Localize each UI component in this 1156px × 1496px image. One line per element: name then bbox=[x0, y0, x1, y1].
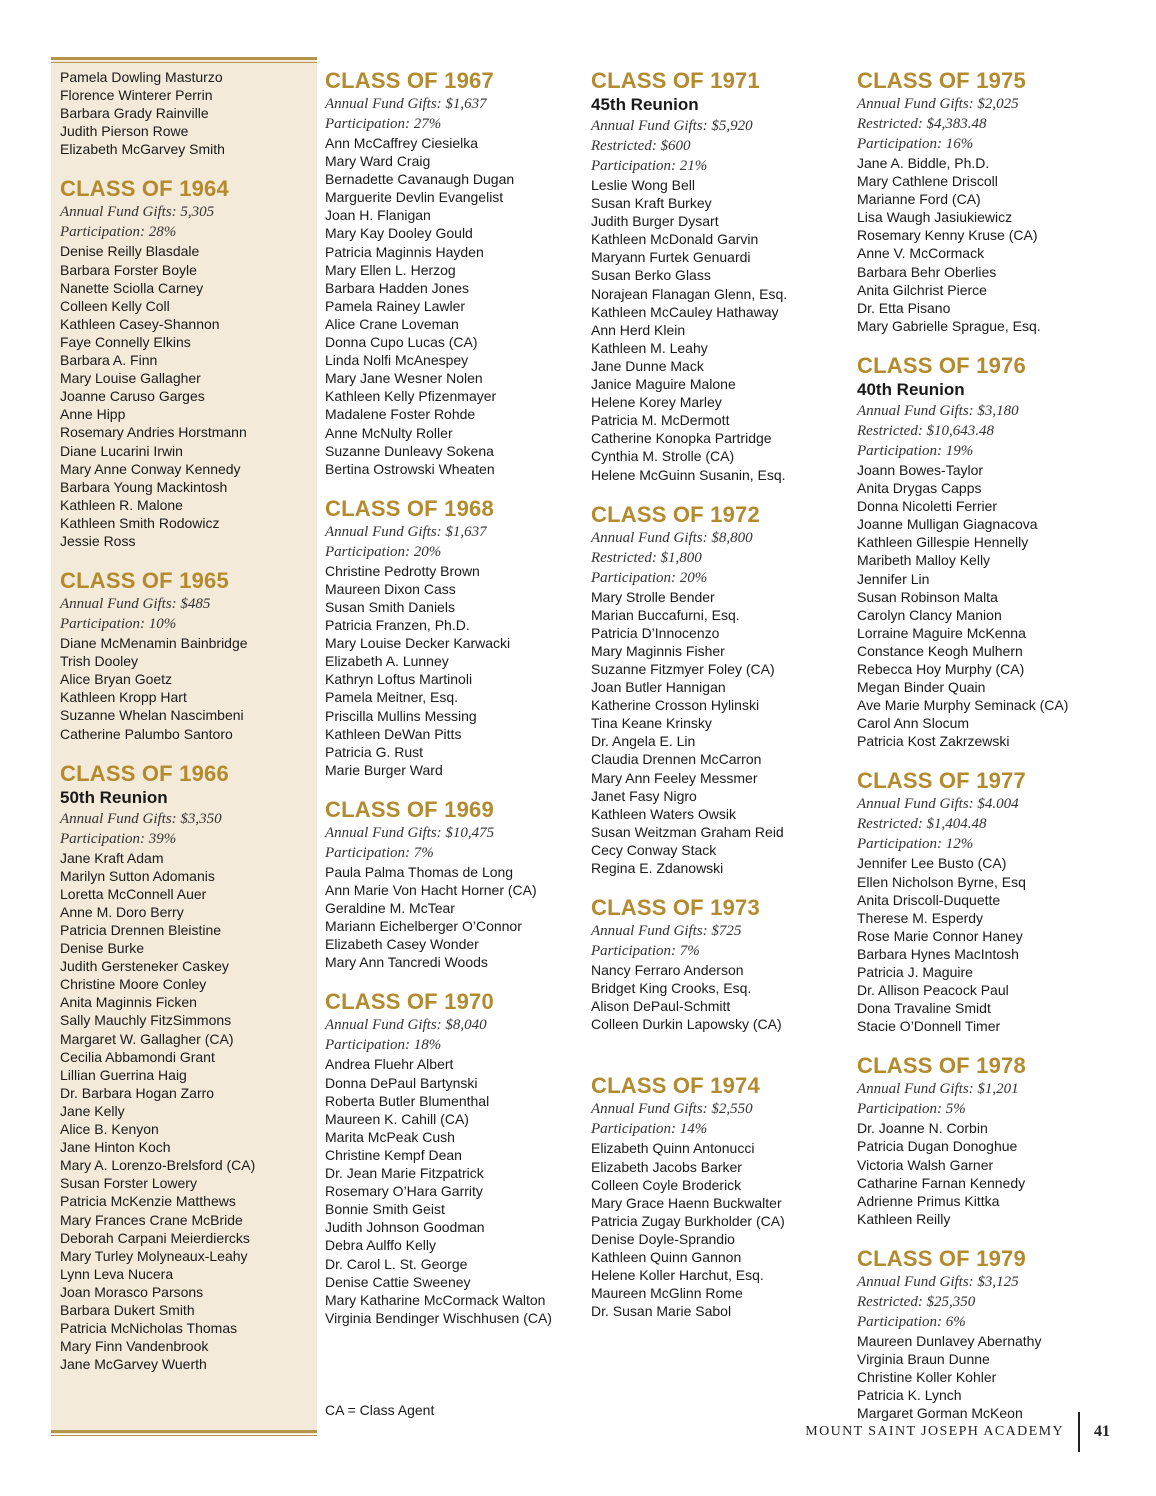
sidebar-bottom-rule bbox=[51, 1430, 317, 1436]
class-section bbox=[591, 895, 846, 1033]
class-title: CLASS OF 1967 bbox=[325, 68, 494, 93]
donor-name: Ann Marie Von Hacht Horner (CA) bbox=[325, 882, 537, 898]
donor-name: Rosemary Andries Horstmann bbox=[60, 424, 247, 441]
donor-name: Anita Driscoll-Duquette bbox=[857, 891, 1001, 908]
donor-name: Anne Hipp bbox=[60, 406, 126, 423]
class-section bbox=[591, 502, 846, 878]
donor-name: Patricia Drennen Bleistine bbox=[60, 922, 222, 938]
donor-name: Stacie O’Donnell Timer bbox=[857, 1018, 1001, 1035]
donor-name: Colleen Kelly Coll bbox=[60, 297, 170, 314]
donor-name: Kathleen DeWan Pitts bbox=[325, 725, 462, 742]
donor-name: Kathleen Gillespie Hennelly bbox=[857, 534, 1029, 551]
donor-name: Rose Marie Connor Haney bbox=[857, 927, 1023, 944]
donor-name: Carol Ann Slocum bbox=[857, 715, 970, 732]
donor-name: Virginia Braun Dunne bbox=[857, 1351, 990, 1368]
donor-name: Elizabeth Casey Wonder bbox=[325, 936, 479, 953]
class-title: CLASS OF 1971 bbox=[591, 68, 760, 93]
donor-name: Kathleen Kelly Pfizenmayer bbox=[325, 388, 497, 405]
reunion-label: 45th Reunion bbox=[591, 95, 699, 114]
donor-name: Marguerite Devlin Evangelist bbox=[325, 189, 504, 206]
donor-name: Dr. Jean Marie Fitzpatrick bbox=[325, 1165, 484, 1182]
donor-name: Bernadette Cavanaugh Dugan bbox=[325, 171, 515, 188]
class-title: CLASS OF 1974 bbox=[591, 1073, 760, 1099]
donor-name: Mary Louise Decker Karwacki bbox=[325, 635, 511, 652]
gift-stat: Restricted: $4,383.48 bbox=[857, 116, 987, 132]
class-section bbox=[857, 68, 1112, 335]
gift-stat: Annual Fund Gifts: $5,920 bbox=[591, 118, 753, 134]
donor-name: Mary Cathlene Driscoll bbox=[857, 173, 998, 190]
donor-name: Dona Travaline Smidt bbox=[857, 1000, 991, 1017]
column-2 bbox=[325, 68, 580, 1327]
donor-name: Bonnie Smith Geist bbox=[325, 1201, 445, 1218]
class-section bbox=[325, 797, 580, 972]
donor-name: Helene Korey Marley bbox=[591, 394, 722, 411]
donor-name: Kathleen McDonald Garvin bbox=[591, 231, 759, 248]
gift-stat: Participation: 39% bbox=[60, 830, 177, 847]
donor-name: Patricia K. Lynch bbox=[857, 1387, 962, 1404]
donor-name: Diane McMenamin Bainbridge bbox=[60, 635, 248, 652]
donor-name: Patricia Franzen, Ph.D. bbox=[325, 617, 470, 634]
donor-name: Mary Frances Crane McBride bbox=[60, 1211, 243, 1228]
donor-name: Jane Dunne Mack bbox=[591, 357, 704, 374]
donor-name: Mary Kay Dooley Gould bbox=[325, 225, 473, 242]
donor-name: Denise Burke bbox=[60, 940, 145, 957]
donor-name: Bertina Ostrowski Wheaten bbox=[325, 460, 495, 477]
donor-name: Anne McNulty Roller bbox=[325, 424, 453, 441]
donor-name: Kathleen Smith Rodowicz bbox=[60, 514, 220, 531]
donor-name: Barbara Hynes MacIntosh bbox=[857, 945, 1019, 962]
class-section bbox=[60, 176, 312, 550]
donor-name: Bridget King Crooks, Esq. bbox=[591, 980, 752, 997]
gift-stat: Annual Fund Gifts: $3,125 bbox=[857, 1273, 1019, 1290]
gift-stat: Participation: 14% bbox=[591, 1121, 708, 1138]
donor-name: Catherine Konopka Partridge bbox=[591, 430, 772, 447]
class-section bbox=[857, 1246, 1112, 1422]
donor-name: Florence Winterer Perrin bbox=[60, 87, 213, 104]
donor-name: Victoria Walsh Garner bbox=[857, 1156, 994, 1173]
donor-name: Maureen McGlinn Rome bbox=[591, 1285, 743, 1302]
gift-stat: Participation: 18% bbox=[325, 1037, 442, 1054]
donor-name: Barbara Behr Oberlies bbox=[857, 263, 997, 280]
donor-name: Anita Drygas Capps bbox=[857, 480, 982, 497]
donor-name: Kathleen Reilly bbox=[857, 1210, 951, 1227]
donor-name: Cynthia M. Strolle (CA) bbox=[591, 448, 735, 465]
donor-name: Anita Maginnis Ficken bbox=[60, 994, 197, 1011]
donor-name: Katherine Crosson Hylinski bbox=[591, 697, 760, 714]
donor-name: Lillian Guerrina Haig bbox=[60, 1066, 187, 1083]
reunion-label: 40th Reunion bbox=[857, 379, 965, 399]
page-footer bbox=[805, 1412, 1110, 1452]
donor-name: Maureen K. Cahill (CA) bbox=[325, 1110, 469, 1127]
donor-name: Mary Katharine McCormack Walton bbox=[325, 1291, 546, 1308]
class-title: CLASS OF 1969 bbox=[325, 796, 494, 822]
donor-name: Barbara Grady Rainville bbox=[60, 105, 209, 122]
donor-name: Catherine Palumbo Santoro bbox=[60, 725, 233, 742]
donor-name: Helene McGuinn Susanin, Esq. bbox=[591, 466, 786, 483]
donor-name: Roberta Butler Blumenthal bbox=[325, 1092, 490, 1109]
donor-name: Mary Grace Haenn Buckwalter bbox=[591, 1194, 782, 1211]
gift-stat: Participation: 28% bbox=[60, 224, 177, 241]
donor-name: Dr. Etta Pisano bbox=[857, 299, 951, 316]
gift-stat: Participation: 10% bbox=[60, 616, 177, 633]
donor-name: Dr. Susan Marie Sabol bbox=[591, 1303, 732, 1320]
donor-name: Anita Gilchrist Pierce bbox=[857, 281, 987, 298]
donor-name: Adrienne Primus Kittka bbox=[857, 1192, 1000, 1209]
donor-name: Linda Nolfi McAnespey bbox=[325, 352, 469, 369]
donor-name: Maryann Furtek Genuardi bbox=[591, 249, 751, 266]
donor-name: Deborah Carpani Meierdiercks bbox=[60, 1229, 250, 1246]
donor-name: Alice B. Kenyon bbox=[60, 1121, 159, 1138]
donor-name: Donna Nicoletti Ferrier bbox=[857, 498, 998, 515]
donor-name: Lynn Leva Nucera bbox=[60, 1265, 174, 1282]
donor-name: Kathleen M. Leahy bbox=[591, 339, 708, 356]
donor-name: Janice Maguire Malone bbox=[591, 376, 736, 393]
gift-stat: Annual Fund Gifts: 5,305 bbox=[60, 204, 215, 221]
gift-stat: Participation: 12% bbox=[857, 836, 974, 853]
gift-stat: Annual Fund Gifts: $8,800 bbox=[591, 529, 753, 546]
donor-name: Jane Hinton Koch bbox=[60, 1139, 171, 1156]
donor-name: Patricia Dugan Donoghue bbox=[857, 1138, 1018, 1155]
donor-name: Maureen Dixon Cass bbox=[325, 580, 456, 597]
gift-stat: Participation: 5% bbox=[857, 1101, 966, 1118]
donor-name: Mary Jane Wesner Nolen bbox=[325, 370, 483, 387]
class-title: CLASS OF 1968 bbox=[325, 495, 494, 521]
donor-name: Rosemary O’Hara Garrity bbox=[325, 1183, 483, 1200]
donor-name: Jennifer Lin bbox=[857, 570, 930, 587]
donor-name: Carolyn Clancy Manion bbox=[857, 606, 1002, 623]
donor-name: Christine Koller Kohler bbox=[857, 1369, 997, 1386]
donor-name: Andrea Fluehr Albert bbox=[325, 1056, 454, 1073]
donor-name: Mary Anne Conway Kennedy bbox=[60, 460, 241, 477]
class-title: CLASS OF 1978 bbox=[857, 1053, 1026, 1079]
column-4 bbox=[857, 68, 1112, 1422]
donor-name: Maribeth Malloy Kelly bbox=[857, 552, 991, 569]
gift-stat: Annual Fund Gifts: $4.004 bbox=[857, 796, 1019, 813]
donor-name: Patricia Maginnis Hayden bbox=[325, 243, 484, 260]
gift-stat: Annual Fund Gifts: $10,475 bbox=[325, 824, 495, 841]
donor-name: Joann Bowes-Taylor bbox=[857, 461, 984, 478]
donor-name: Diane Lucarini Irwin bbox=[60, 442, 183, 459]
donor-name: Jane A. Biddle, Ph.D. bbox=[857, 155, 990, 171]
donor-name: Rebecca Hoy Murphy (CA) bbox=[857, 660, 1025, 677]
donor-name: Jane Kraft Adam bbox=[60, 849, 164, 866]
donor-name: Norajean Flanagan Glenn, Esq. bbox=[591, 285, 788, 302]
donor-name: Nanette Sciolla Carney bbox=[60, 279, 204, 296]
donor-name: Mary Ann Feeley Messmer bbox=[591, 769, 758, 786]
class-title: CLASS OF 1965 bbox=[60, 568, 229, 594]
donor-name: Faye Connelly Elkins bbox=[60, 333, 191, 350]
class-title: CLASS OF 1975 bbox=[857, 68, 1026, 93]
donor-name: Helene Koller Harchut, Esq. bbox=[591, 1267, 764, 1284]
donor-name: Regina E. Zdanowski bbox=[591, 860, 724, 876]
donor-name: Lorraine Maguire McKenna bbox=[857, 624, 1026, 641]
donor-name: Pamela Dowling Masturzo bbox=[60, 69, 223, 85]
gift-stat: Restricted: $1,800 bbox=[591, 549, 702, 566]
donor-name: Mary A. Lorenzo-Brelsford (CA) bbox=[60, 1157, 256, 1174]
donor-name: Claudia Drennen McCarron bbox=[591, 751, 762, 768]
donor-name: Dr. Angela E. Lin bbox=[591, 733, 696, 750]
donor-name: Alice Crane Loveman bbox=[325, 315, 459, 332]
gift-stat: Participation: 27% bbox=[325, 116, 442, 132]
donor-name: Catharine Farnan Kennedy bbox=[857, 1174, 1026, 1191]
donor-name: Joanne Caruso Garges bbox=[60, 388, 205, 405]
donor-name: Mary Ann Tancredi Woods bbox=[325, 954, 488, 971]
donor-name: Colleen Durkin Lapowsky (CA) bbox=[591, 1016, 782, 1033]
donor-name: Madalene Foster Rohde bbox=[325, 406, 476, 423]
donor-name: Joan Morasco Parsons bbox=[60, 1283, 204, 1300]
donor-name: Donna DePaul Bartynski bbox=[325, 1074, 478, 1091]
donor-name: Virginia Bendinger Wischhusen (CA) bbox=[325, 1309, 552, 1326]
donor-name: Judith Pierson Rowe bbox=[60, 123, 189, 140]
donor-name: Marian Buccafurni, Esq. bbox=[591, 606, 740, 623]
donor-name: Maureen Dunlavey Abernathy bbox=[857, 1332, 1042, 1349]
donor-name: Geraldine M. McTear bbox=[325, 900, 455, 917]
donor-name: Sally Mauchly FitzSimmons bbox=[60, 1012, 232, 1029]
class-title: CLASS OF 1964 bbox=[60, 176, 229, 202]
donor-name: Megan Binder Quain bbox=[857, 679, 986, 696]
class-title: CLASS OF 1966 bbox=[60, 760, 229, 786]
donor-name: Suzanne Fitzmyer Foley (CA) bbox=[591, 660, 775, 677]
gift-stat: Annual Fund Gifts: $725 bbox=[591, 923, 742, 940]
donor-name: Elizabeth A. Lunney bbox=[325, 653, 449, 670]
donor-name: Patricia G. Rust bbox=[325, 743, 424, 760]
donor-name: Cecy Conway Stack bbox=[591, 841, 717, 858]
donor-name: Anne M. Doro Berry bbox=[60, 903, 184, 920]
donor-name: Marilyn Sutton Adomanis bbox=[60, 867, 215, 884]
donor-name: Lisa Waugh Jasiukiewicz bbox=[857, 209, 1013, 226]
class-agent-note: CA = Class Agent bbox=[325, 1402, 435, 1418]
donor-name: Janet Fasy Nigro bbox=[591, 787, 697, 804]
gift-stat: Participation: 21% bbox=[591, 158, 708, 174]
donor-name: Dr. Barbara Hogan Zarro bbox=[60, 1084, 215, 1101]
donor-name: Dr. Joanne N. Corbin bbox=[857, 1120, 988, 1137]
donor-name: Judith Burger Dysart bbox=[591, 213, 719, 230]
donor-name: Patricia Zugay Burkholder (CA) bbox=[591, 1212, 785, 1229]
donor-name: Susan Forster Lowery bbox=[60, 1175, 197, 1192]
class-section bbox=[857, 768, 1112, 1035]
donor-name: Dr. Allison Peacock Paul bbox=[857, 982, 1009, 999]
class-title: CLASS OF 1973 bbox=[591, 895, 760, 921]
class-title: CLASS OF 1977 bbox=[857, 768, 1026, 794]
donor-name: Mary Louise Gallagher bbox=[60, 370, 201, 387]
donor-name: Susan Weitzman Graham Reid bbox=[591, 823, 784, 840]
donor-name: Margaret W. Gallagher (CA) bbox=[60, 1030, 234, 1047]
gift-stat: Participation: 20% bbox=[591, 569, 708, 586]
donor-name: Christine Moore Conley bbox=[60, 976, 207, 993]
donor-name: Kathleen Kropp Hart bbox=[60, 689, 187, 706]
gift-stat: Restricted: $10,643.48 bbox=[857, 422, 995, 439]
donor-name: Paula Palma Thomas de Long bbox=[325, 863, 514, 880]
donor-name: Tina Keane Krinsky bbox=[591, 715, 712, 732]
donor-name: Denise Doyle-Sprandio bbox=[591, 1230, 735, 1247]
donor-name: Jane Kelly bbox=[60, 1102, 125, 1119]
sidebar-top-rule bbox=[51, 57, 317, 63]
gift-stat: Annual Fund Gifts: $3,180 bbox=[857, 402, 1019, 419]
donor-name: Pamela Meitner, Esq. bbox=[325, 689, 459, 706]
donor-name: Mary Turley Molyneaux-Leahy bbox=[60, 1247, 248, 1264]
gift-stat: Participation: 6% bbox=[857, 1313, 966, 1330]
donor-name: Kathleen McCauley Hathaway bbox=[591, 303, 779, 320]
gift-stat: Participation: 16% bbox=[857, 136, 974, 152]
class-title: CLASS OF 1979 bbox=[857, 1245, 1026, 1271]
gift-stat: Restricted: $1,404.48 bbox=[857, 816, 987, 833]
donor-name: Jennifer Lee Busto (CA) bbox=[857, 855, 1007, 872]
donor-name: Dr. Carol L. St. George bbox=[325, 1255, 468, 1272]
gift-stat: Annual Fund Gifts: $1,637 bbox=[325, 523, 487, 540]
donor-name: Elizabeth McGarvey Smith bbox=[60, 141, 225, 158]
page-number: 41 bbox=[1094, 1423, 1110, 1440]
donor-name: Ann Herd Klein bbox=[591, 321, 686, 338]
donor-name: Barbara Hadden Jones bbox=[325, 279, 469, 296]
donor-name: Loretta McConnell Auer bbox=[60, 885, 207, 902]
donor-name: Constance Keogh Mulhern bbox=[857, 642, 1023, 659]
donor-name: Mary Strolle Bender bbox=[591, 588, 715, 605]
class-title: CLASS OF 1970 bbox=[325, 989, 494, 1015]
donor-name: Mary Maginnis Fisher bbox=[591, 642, 725, 659]
publication-name: MOUNT SAINT JOSEPH ACADEMY bbox=[805, 1424, 1064, 1439]
donor-name: Christine Kempf Dean bbox=[325, 1146, 462, 1163]
donor-name: Denise Cattie Sweeney bbox=[325, 1273, 471, 1290]
class-section bbox=[60, 68, 312, 158]
donor-name: Jane McGarvey Wuerth bbox=[60, 1356, 207, 1373]
donor-name: Patricia Kost Zakrzewski bbox=[857, 733, 1010, 750]
class-section bbox=[325, 989, 580, 1326]
donor-name: Patricia M. McDermott bbox=[591, 412, 730, 429]
donor-name: Alison DePaul-Schmitt bbox=[591, 998, 731, 1015]
donor-name: Alice Bryan Goetz bbox=[60, 671, 173, 688]
donor-name: Debra Aulffo Kelly bbox=[325, 1237, 437, 1254]
gift-stat: Participation: 20% bbox=[325, 543, 442, 560]
class-section bbox=[325, 496, 580, 779]
donor-name: Marita McPeak Cush bbox=[325, 1128, 455, 1145]
donor-name: Kathleen Quinn Gannon bbox=[591, 1249, 742, 1266]
gift-stat: Annual Fund Gifts: $485 bbox=[60, 596, 211, 613]
gift-stat: Annual Fund Gifts: $1,637 bbox=[325, 96, 487, 112]
donor-name: Elizabeth Quinn Antonucci bbox=[591, 1140, 755, 1157]
donor-name: Susan Berko Glass bbox=[591, 267, 711, 284]
class-title: CLASS OF 1976 bbox=[857, 352, 1026, 378]
class-section bbox=[60, 568, 312, 743]
donor-name: Susan Kraft Burkey bbox=[591, 195, 712, 212]
class-section bbox=[325, 68, 580, 478]
donor-name: Priscilla Mullins Messing bbox=[325, 707, 477, 724]
donor-name: Christine Pedrotty Brown bbox=[325, 562, 480, 579]
donor-name: Elizabeth Jacobs Barker bbox=[591, 1158, 742, 1175]
donor-name: Patricia D’Innocenzo bbox=[591, 624, 720, 641]
gift-stat: Annual Fund Gifts: $8,040 bbox=[325, 1017, 487, 1034]
donor-name: Leslie Wong Bell bbox=[591, 177, 696, 193]
donor-name: Kathleen Waters Owsik bbox=[591, 805, 736, 822]
donor-name: Joan Butler Hannigan bbox=[591, 679, 726, 696]
donor-name: Kathleen Casey-Shannon bbox=[60, 315, 220, 332]
donor-name: Suzanne Whelan Nascimbeni bbox=[60, 707, 244, 724]
donor-name: Susan Smith Daniels bbox=[325, 598, 455, 615]
donor-name: Mary Ward Craig bbox=[325, 153, 431, 170]
donor-name: Judith Gersteneker Caskey bbox=[60, 958, 229, 975]
donor-name: Barbara Forster Boyle bbox=[60, 261, 197, 278]
column-3 bbox=[591, 68, 846, 1320]
donor-name: Pamela Rainey Lawler bbox=[325, 297, 466, 314]
donor-name: Colleen Coyle Broderick bbox=[591, 1176, 742, 1193]
donor-name: Anne V. McCormack bbox=[857, 245, 985, 262]
donor-name: Patricia McNicholas Thomas bbox=[60, 1320, 238, 1337]
class-section bbox=[591, 68, 846, 484]
gift-stat: Restricted: $600 bbox=[591, 138, 691, 154]
class-section bbox=[857, 353, 1112, 751]
donor-name: Marianne Ford (CA) bbox=[857, 191, 981, 208]
donor-name: Joan H. Flanigan bbox=[325, 207, 431, 224]
class-section bbox=[60, 761, 312, 1374]
gift-stat: Participation: 7% bbox=[591, 943, 700, 960]
donor-name: Kathleen R. Malone bbox=[60, 496, 183, 513]
gift-stat: Restricted: $25,350 bbox=[857, 1293, 976, 1310]
donor-name: Mary Finn Vandenbrook bbox=[60, 1338, 209, 1355]
donor-name: Suzanne Dunleavy Sokena bbox=[325, 442, 494, 459]
column-1 bbox=[60, 68, 312, 1373]
donor-name: Barbara A. Finn bbox=[60, 352, 158, 369]
donor-name: Susan Robinson Malta bbox=[857, 588, 998, 605]
gift-stat: Participation: 7% bbox=[325, 844, 434, 861]
gift-stat: Annual Fund Gifts: $3,350 bbox=[60, 810, 222, 827]
donor-name: Judith Johnson Goodman bbox=[325, 1219, 485, 1236]
donor-name: Ellen Nicholson Byrne, Esq bbox=[857, 873, 1026, 890]
donor-name: Patricia J. Maguire bbox=[857, 964, 973, 980]
donor-name: Margaret Gorman McKeon bbox=[857, 1405, 1023, 1422]
donor-name: Marie Burger Ward bbox=[325, 761, 443, 778]
donor-name: Mary Gabrielle Sprague, Esq. bbox=[857, 317, 1041, 334]
gift-stat: Annual Fund Gifts: $2,550 bbox=[591, 1101, 753, 1118]
donor-name: Jessie Ross bbox=[60, 532, 136, 549]
donor-name: Therese M. Esperdy bbox=[857, 909, 984, 926]
donor-name: Ave Marie Murphy Seminack (CA) bbox=[857, 697, 1069, 714]
gift-stat: Annual Fund Gifts: $2,025 bbox=[857, 96, 1019, 112]
donor-name: Denise Reilly Blasdale bbox=[60, 243, 200, 260]
donor-name: Nancy Ferraro Anderson bbox=[591, 962, 744, 979]
donor-name: Kathryn Loftus Martinoli bbox=[325, 671, 473, 688]
gift-stat: Participation: 19% bbox=[857, 442, 974, 459]
donor-name: Patricia McKenzie Matthews bbox=[60, 1193, 236, 1210]
class-section bbox=[857, 1053, 1112, 1228]
donor-name: Barbara Young Mackintosh bbox=[60, 478, 228, 495]
class-section bbox=[591, 1073, 846, 1320]
donor-name: Cecilia Abbamondi Grant bbox=[60, 1048, 215, 1065]
donor-name: Mary Ellen L. Herzog bbox=[325, 261, 456, 278]
donor-name: Trish Dooley bbox=[60, 653, 139, 670]
donor-name: Mariann Eichelberger O’Connor bbox=[325, 918, 522, 935]
donor-name: Ann McCaffrey Ciesielka bbox=[325, 135, 479, 151]
donor-name: Rosemary Kenny Kruse (CA) bbox=[857, 227, 1038, 244]
donor-name: Joanne Mulligan Giagnacova bbox=[857, 516, 1038, 533]
donor-name: Barbara Dukert Smith bbox=[60, 1301, 195, 1318]
reunion-label: 50th Reunion bbox=[60, 787, 168, 807]
gift-stat: Annual Fund Gifts: $1,201 bbox=[857, 1081, 1019, 1098]
donor-name: Donna Cupo Lucas (CA) bbox=[325, 334, 478, 351]
class-title: CLASS OF 1972 bbox=[591, 501, 760, 527]
